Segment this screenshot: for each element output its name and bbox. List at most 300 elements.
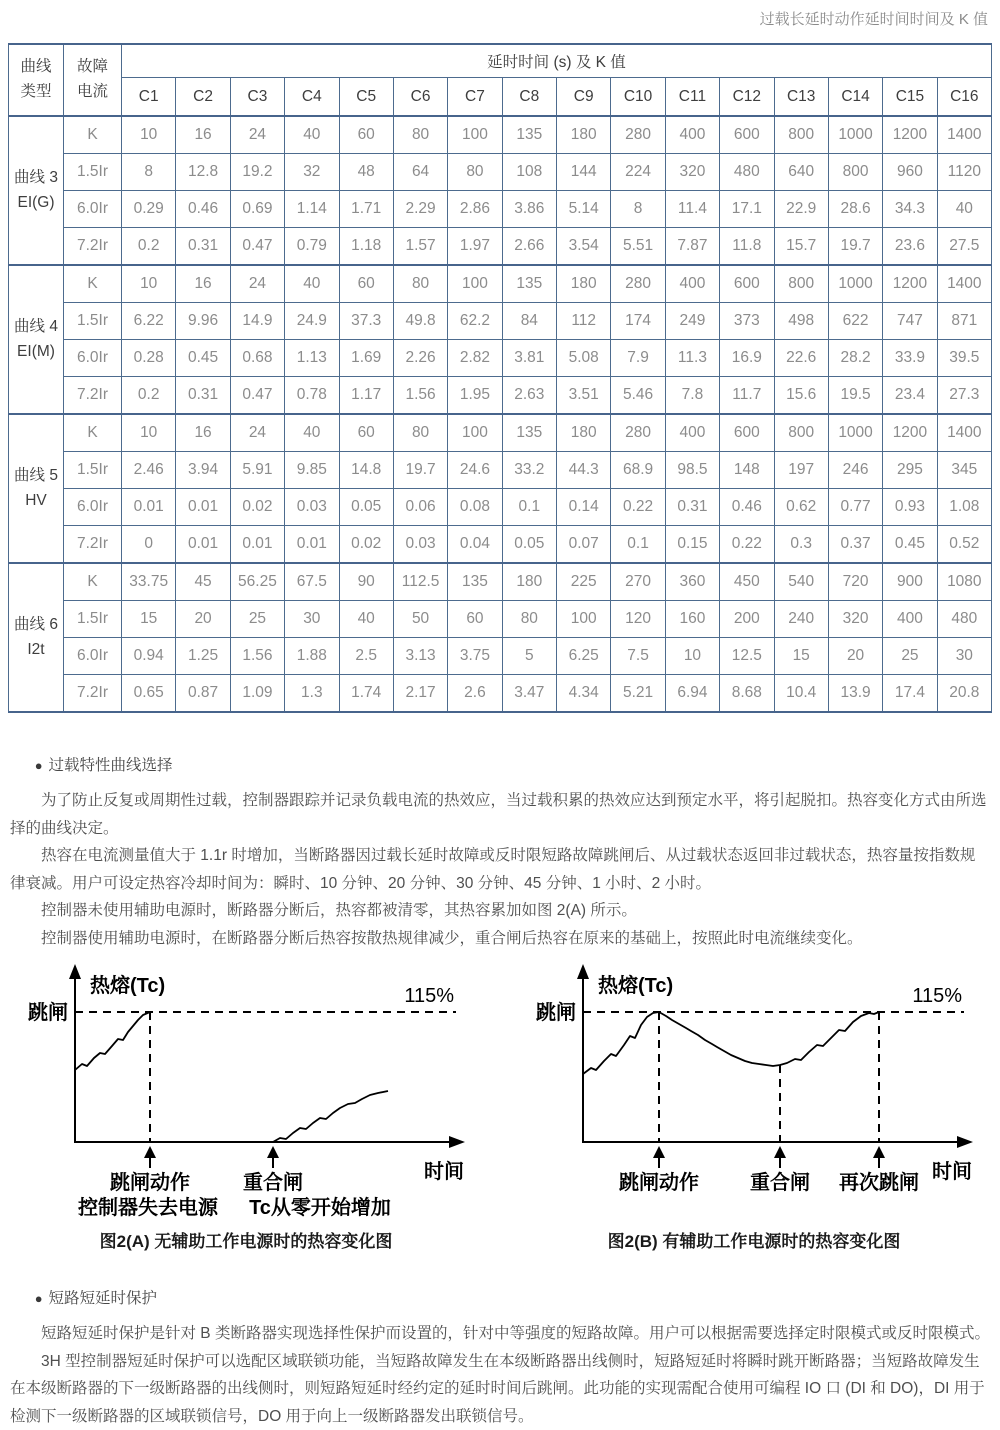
value-cell: 0.45: [883, 526, 937, 564]
value-cell: 5.21: [611, 675, 665, 713]
value-cell: 3.54: [557, 228, 611, 266]
value-cell: 2.5: [339, 638, 393, 675]
value-cell: 0.01: [176, 489, 230, 526]
x-axis-arrow-icon: [449, 1136, 465, 1148]
value-cell: 30: [285, 601, 339, 638]
value-cell: 148: [720, 452, 774, 489]
value-cell: 2.6: [448, 675, 502, 713]
value-cell: 33.75: [122, 563, 176, 601]
value-cell: 5.51: [611, 228, 665, 266]
value-cell: 1200: [883, 414, 937, 452]
value-cell: 800: [774, 265, 828, 303]
value-cell: 249: [665, 303, 719, 340]
column-header: C12: [720, 78, 774, 117]
value-cell: 0.01: [285, 526, 339, 564]
value-cell: 180: [557, 414, 611, 452]
value-cell: 3.51: [557, 377, 611, 415]
value-cell: 0.87: [176, 675, 230, 713]
value-cell: 0.22: [720, 526, 774, 564]
fault-current-header: [64, 44, 122, 116]
value-cell: 0.06: [393, 489, 447, 526]
curve-type-cell: [9, 116, 64, 265]
value-cell: 0.47: [230, 228, 284, 266]
value-cell: 2.17: [393, 675, 447, 713]
value-cell: 16: [176, 116, 230, 154]
fault-current-row-label: 7.2Ir: [64, 675, 122, 713]
value-cell: 16.9: [720, 340, 774, 377]
value-cell: 80: [448, 154, 502, 191]
value-cell: 180: [557, 265, 611, 303]
value-cell: 144: [557, 154, 611, 191]
fault-current-row-label: 7.2Ir: [64, 377, 122, 415]
value-cell: 25: [230, 601, 284, 638]
value-cell: 27.5: [937, 228, 991, 266]
value-cell: 108: [502, 154, 556, 191]
value-cell: 1000: [828, 414, 882, 452]
value-cell: 13.9: [828, 675, 882, 713]
curve-type-cell: [9, 414, 64, 563]
table-row: [9, 563, 992, 601]
figure-2b-chart: [528, 962, 980, 1220]
value-cell: 270: [611, 563, 665, 601]
value-cell: 800: [774, 116, 828, 154]
value-cell: 50: [393, 601, 447, 638]
value-cell: 3.75: [448, 638, 502, 675]
curve-type-cell: [9, 265, 64, 414]
value-cell: 0.46: [176, 191, 230, 228]
fault-current-row-label: 6.0Ir: [64, 638, 122, 675]
figure-2b: [528, 962, 980, 1252]
fault-current-row-label: 6.0Ir: [64, 191, 122, 228]
figure-2a-caption: 图2(A) 无辅助工作电源时的热容变化图: [20, 1227, 472, 1252]
value-cell: 7.5: [611, 638, 665, 675]
value-cell: 2.82: [448, 340, 502, 377]
value-cell: 23.6: [883, 228, 937, 266]
value-cell: 6.22: [122, 303, 176, 340]
value-cell: 180: [557, 116, 611, 154]
fault-current-row-label: 7.2Ir: [64, 228, 122, 266]
value-cell: 480: [937, 601, 991, 638]
value-cell: 0.69: [230, 191, 284, 228]
thermal-rise-curve: [75, 1012, 150, 1070]
value-cell: 5.46: [611, 377, 665, 415]
value-cell: 3.94: [176, 452, 230, 489]
value-cell: 25: [883, 638, 937, 675]
value-cell: 112: [557, 303, 611, 340]
value-cell: 160: [665, 601, 719, 638]
value-cell: 3.47: [502, 675, 556, 713]
value-cell: 0.37: [828, 526, 882, 564]
value-cell: 2.66: [502, 228, 556, 266]
delay-time-table: [8, 43, 992, 713]
x-axis-label: 时间: [424, 1159, 464, 1183]
value-cell: 0.65: [122, 675, 176, 713]
value-cell: 20: [176, 601, 230, 638]
value-cell: 0.01: [122, 489, 176, 526]
y-axis-arrow-icon: [577, 964, 589, 979]
value-cell: 622: [828, 303, 882, 340]
value-cell: 0.03: [393, 526, 447, 564]
value-cell: 320: [828, 601, 882, 638]
value-cell: 960: [883, 154, 937, 191]
curve-name: 曲线 4: [9, 315, 63, 339]
value-cell: 0.14: [557, 489, 611, 526]
retrip-label: 再次跳闸: [839, 1170, 919, 1194]
value-cell: 60: [339, 265, 393, 303]
value-cell: 1.08: [937, 489, 991, 526]
curve-type-header: [9, 44, 64, 116]
value-cell: 0.31: [176, 228, 230, 266]
reclose-label: 重合闸: [243, 1170, 303, 1194]
value-cell: 135: [502, 414, 556, 452]
value-cell: 0.02: [339, 526, 393, 564]
value-cell: 0.3: [774, 526, 828, 564]
value-cell: 0.2: [122, 228, 176, 266]
value-cell: 1.25: [176, 638, 230, 675]
value-cell: 40: [937, 191, 991, 228]
column-header: C14: [828, 78, 882, 117]
short-delay-section-title: [10, 1286, 990, 1308]
value-cell: 15: [774, 638, 828, 675]
value-cell: 197: [774, 452, 828, 489]
value-cell: 0.1: [502, 489, 556, 526]
value-cell: 80: [393, 116, 447, 154]
value-cell: 0.05: [502, 526, 556, 564]
figures-row: [0, 962, 1000, 1252]
curve-type-cell: [9, 563, 64, 712]
value-cell: 40: [285, 265, 339, 303]
column-header: C9: [557, 78, 611, 117]
value-cell: 5.08: [557, 340, 611, 377]
percent-label: 115%: [404, 985, 454, 1007]
value-cell: 0.22: [611, 489, 665, 526]
value-cell: 1200: [883, 265, 937, 303]
value-cell: 1.74: [339, 675, 393, 713]
value-cell: 22.6: [774, 340, 828, 377]
value-cell: 0.08: [448, 489, 502, 526]
value-cell: 135: [502, 116, 556, 154]
value-cell: 0.78: [285, 377, 339, 415]
value-cell: 100: [557, 601, 611, 638]
fault-current-row-label: K: [64, 414, 122, 452]
value-cell: 1080: [937, 563, 991, 601]
value-cell: 3.13: [393, 638, 447, 675]
value-cell: 28.6: [828, 191, 882, 228]
value-cell: 0.02: [230, 489, 284, 526]
fault-current-row-label: 7.2Ir: [64, 526, 122, 564]
value-cell: 1.09: [230, 675, 284, 713]
fault-current-header-text: 故障电流: [75, 55, 111, 105]
value-cell: 0.93: [883, 489, 937, 526]
value-cell: 14.9: [230, 303, 284, 340]
value-cell: 0.15: [665, 526, 719, 564]
percent-label: 115%: [912, 985, 962, 1007]
thermal-capacity-curve: [583, 1012, 879, 1074]
value-cell: 0.62: [774, 489, 828, 526]
value-cell: 34.3: [883, 191, 937, 228]
value-cell: 540: [774, 563, 828, 601]
value-cell: 2.63: [502, 377, 556, 415]
value-cell: 135: [502, 265, 556, 303]
table-row: [9, 452, 992, 489]
value-cell: 17.4: [883, 675, 937, 713]
table-row: [9, 377, 992, 415]
value-cell: 0.01: [176, 526, 230, 564]
value-cell: 100: [448, 265, 502, 303]
overload-paragraph-3: 控制器未使用辅助电源时，断路器分断后，热容都被清零，其热容累加如图 2(A) 所示。: [10, 897, 990, 925]
value-cell: 68.9: [611, 452, 665, 489]
short-delay-paragraph-2: 3H 型控制器短延时保护可以选配区域联锁功能，当短路故障发生在本级断路器出线侧时，短路短延时将瞬时跳开断路器；当短路故障发生在本级断路器的下一级断路器的出线侧时，则短路短延时经约定的延时时间后跳闸。此功能的实现需配合使用可编程 IO 口 (DI 和 DO)，DI 用于检测下一级断路器的区域联锁信号，DO 用于向上一级断路器发出联锁信号。: [10, 1348, 990, 1430]
trip-action-label: 跳闸动作: [619, 1170, 699, 1194]
value-cell: 33.2: [502, 452, 556, 489]
value-cell: 10: [122, 116, 176, 154]
value-cell: 0.46: [720, 489, 774, 526]
value-cell: 480: [720, 154, 774, 191]
value-cell: 80: [502, 601, 556, 638]
value-cell: 360: [665, 563, 719, 601]
value-cell: 0.2: [122, 377, 176, 415]
value-cell: 800: [774, 414, 828, 452]
value-cell: 6.94: [665, 675, 719, 713]
power-loss-note: 控制器失去电源: [78, 1195, 219, 1219]
value-cell: 0.68: [230, 340, 284, 377]
value-cell: 0.05: [339, 489, 393, 526]
value-cell: 60: [339, 116, 393, 154]
value-cell: 1.14: [285, 191, 339, 228]
table-row: [9, 526, 992, 564]
value-cell: 5: [502, 638, 556, 675]
value-cell: 9.96: [176, 303, 230, 340]
value-cell: 39.5: [937, 340, 991, 377]
value-cell: 10: [122, 265, 176, 303]
overload-paragraph-2: 热容在电流测量值大于 1.1r 时增加，当断路器因过载长延时故障或反时限短路故障跳闸后、从过载状态返回非过载状态，热容量按指数规律衰减。用户可设定热容冷却时间为：瞬时、10 分钟、20 分钟、30 分钟、45 分钟、1 小时、2 小时。: [10, 842, 990, 897]
value-cell: 16: [176, 414, 230, 452]
value-cell: 22.9: [774, 191, 828, 228]
retrip-marker-arrow-icon: [873, 1146, 885, 1158]
value-cell: 8: [611, 191, 665, 228]
value-cell: 8.68: [720, 675, 774, 713]
table-row: [9, 675, 992, 713]
short-delay-paragraph-1: 短路短延时保护是针对 B 类断路器实现选择性保护而设置的，针对中等强度的短路故障。用户可以根据需要选择定时限模式或反时限模式。: [10, 1320, 990, 1348]
fault-current-row-label: K: [64, 563, 122, 601]
fault-current-row-label: 6.0Ir: [64, 340, 122, 377]
value-cell: 60: [339, 414, 393, 452]
value-cell: 0.1: [611, 526, 665, 564]
value-cell: 1000: [828, 116, 882, 154]
value-cell: 0.03: [285, 489, 339, 526]
value-cell: 0.52: [937, 526, 991, 564]
fault-current-row-label: K: [64, 265, 122, 303]
value-cell: 7.87: [665, 228, 719, 266]
column-header: C16: [937, 78, 991, 117]
value-cell: 100: [448, 414, 502, 452]
table-row: [9, 265, 992, 303]
value-cell: 44.3: [557, 452, 611, 489]
column-header: C15: [883, 78, 937, 117]
value-cell: 400: [665, 116, 719, 154]
curve-code: EI(M): [9, 340, 63, 364]
value-cell: 1.13: [285, 340, 339, 377]
value-cell: 4.34: [557, 675, 611, 713]
value-cell: 1120: [937, 154, 991, 191]
value-cell: 0: [122, 526, 176, 564]
value-cell: 11.4: [665, 191, 719, 228]
value-cell: 67.5: [285, 563, 339, 601]
value-cell: 246: [828, 452, 882, 489]
value-cell: 14.8: [339, 452, 393, 489]
reclose-marker-arrow-icon: [774, 1146, 786, 1158]
value-cell: 10: [665, 638, 719, 675]
page-header-title: 过载长延时动作延时间时间及 K 值: [0, 0, 1000, 29]
value-cell: 0.94: [122, 638, 176, 675]
value-cell: 24.6: [448, 452, 502, 489]
value-cell: 498: [774, 303, 828, 340]
value-cell: 40: [285, 414, 339, 452]
curve-name: 曲线 6: [9, 613, 63, 637]
table-row: [9, 191, 992, 228]
bullet-icon: ●: [35, 758, 43, 773]
value-cell: 24: [230, 116, 284, 154]
value-cell: 7.8: [665, 377, 719, 415]
y-axis-label: 热熔(Tc): [598, 973, 673, 997]
value-cell: 40: [285, 116, 339, 154]
table-row: [9, 228, 992, 266]
value-cell: 1400: [937, 116, 991, 154]
value-cell: 120: [611, 601, 665, 638]
value-cell: 1.88: [285, 638, 339, 675]
value-cell: 37.3: [339, 303, 393, 340]
value-cell: 1.17: [339, 377, 393, 415]
table-header-row: [9, 44, 992, 78]
value-cell: 27.3: [937, 377, 991, 415]
value-cell: 871: [937, 303, 991, 340]
value-cell: 19.2: [230, 154, 284, 191]
value-cell: 2.46: [122, 452, 176, 489]
value-cell: 1400: [937, 265, 991, 303]
value-cell: 0.28: [122, 340, 176, 377]
value-cell: 56.25: [230, 563, 284, 601]
table-row: [9, 303, 992, 340]
value-cell: 1.56: [230, 638, 284, 675]
value-cell: 1.69: [339, 340, 393, 377]
value-cell: 12.5: [720, 638, 774, 675]
value-cell: 24: [230, 414, 284, 452]
figure-2b-caption: 图2(B) 有辅助工作电源时的热容变化图: [528, 1227, 980, 1252]
value-cell: 28.2: [828, 340, 882, 377]
value-cell: 84: [502, 303, 556, 340]
overload-paragraph-4: 控制器使用辅助电源时，在断路器分断后热容按散热规律减少，重合闸后热容在原来的基础上，按照此时电流继续变化。: [10, 925, 990, 953]
bullet-icon: ●: [35, 1291, 43, 1306]
value-cell: 174: [611, 303, 665, 340]
y-axis-arrow-icon: [69, 964, 81, 979]
value-cell: 20.8: [937, 675, 991, 713]
value-cell: 20: [828, 638, 882, 675]
value-cell: 15.6: [774, 377, 828, 415]
value-cell: 62.2: [448, 303, 502, 340]
reclose-label: 重合闸: [750, 1170, 810, 1194]
value-cell: 11.3: [665, 340, 719, 377]
fault-current-row-label: 1.5Ir: [64, 601, 122, 638]
column-header: C6: [393, 78, 447, 117]
value-cell: 98.5: [665, 452, 719, 489]
table-row: [9, 154, 992, 191]
value-cell: 33.9: [883, 340, 937, 377]
value-cell: 2.29: [393, 191, 447, 228]
value-cell: 24: [230, 265, 284, 303]
value-cell: 8: [122, 154, 176, 191]
value-cell: 5.91: [230, 452, 284, 489]
value-cell: 900: [883, 563, 937, 601]
fault-current-row-label: 6.0Ir: [64, 489, 122, 526]
value-cell: 600: [720, 116, 774, 154]
value-cell: 32: [285, 154, 339, 191]
value-cell: 1.71: [339, 191, 393, 228]
value-cell: 17.1: [720, 191, 774, 228]
value-cell: 3.86: [502, 191, 556, 228]
table-row: [9, 601, 992, 638]
fault-current-row-label: 1.5Ir: [64, 154, 122, 191]
value-cell: 12.8: [176, 154, 230, 191]
value-cell: 0.04: [448, 526, 502, 564]
figure-2a: [20, 962, 472, 1252]
value-cell: 80: [393, 265, 447, 303]
table-row: [9, 414, 992, 452]
value-cell: 2.26: [393, 340, 447, 377]
overload-section-title-text: 过载特性曲线选择: [49, 757, 173, 774]
x-axis-arrow-icon: [957, 1136, 973, 1148]
curve-code: EI(G): [9, 191, 63, 215]
value-cell: 100: [448, 116, 502, 154]
table-row: [9, 340, 992, 377]
value-cell: 295: [883, 452, 937, 489]
column-header: C13: [774, 78, 828, 117]
restart-rise-curve: [273, 1091, 388, 1142]
trip-marker-arrow-icon: [144, 1146, 156, 1158]
value-cell: 9.85: [285, 452, 339, 489]
value-cell: 1.18: [339, 228, 393, 266]
overload-paragraph-1: 为了防止反复或周期性过载，控制器跟踪并记录负载电流的热效应，当过载积累的热效应达到预定水平，将引起脱扣。热容变化方式由所选择的曲线决定。: [10, 787, 990, 842]
column-header: C7: [448, 78, 502, 117]
x-axis-label: 时间: [932, 1159, 972, 1183]
value-cell: 11.7: [720, 377, 774, 415]
value-cell: 1.57: [393, 228, 447, 266]
value-cell: 224: [611, 154, 665, 191]
value-cell: 0.29: [122, 191, 176, 228]
value-cell: 11.8: [720, 228, 774, 266]
value-cell: 1400: [937, 414, 991, 452]
value-cell: 49.8: [393, 303, 447, 340]
value-cell: 640: [774, 154, 828, 191]
value-cell: 450: [720, 563, 774, 601]
value-cell: 280: [611, 265, 665, 303]
value-cell: 0.31: [176, 377, 230, 415]
value-cell: 24.9: [285, 303, 339, 340]
curve-type-header-text: 曲线类型: [18, 55, 54, 105]
column-header: C10: [611, 78, 665, 117]
overload-section-title: [10, 753, 990, 775]
value-cell: 345: [937, 452, 991, 489]
value-cell: 400: [665, 265, 719, 303]
trip-level-label: 跳闸: [536, 1000, 576, 1024]
value-cell: 6.25: [557, 638, 611, 675]
reclose-marker-arrow-icon: [267, 1146, 279, 1158]
value-cell: 373: [720, 303, 774, 340]
value-cell: 10: [122, 414, 176, 452]
curve-name: 曲线 3: [9, 166, 63, 190]
value-cell: 2.86: [448, 191, 502, 228]
value-cell: 0.07: [557, 526, 611, 564]
value-cell: 280: [611, 116, 665, 154]
